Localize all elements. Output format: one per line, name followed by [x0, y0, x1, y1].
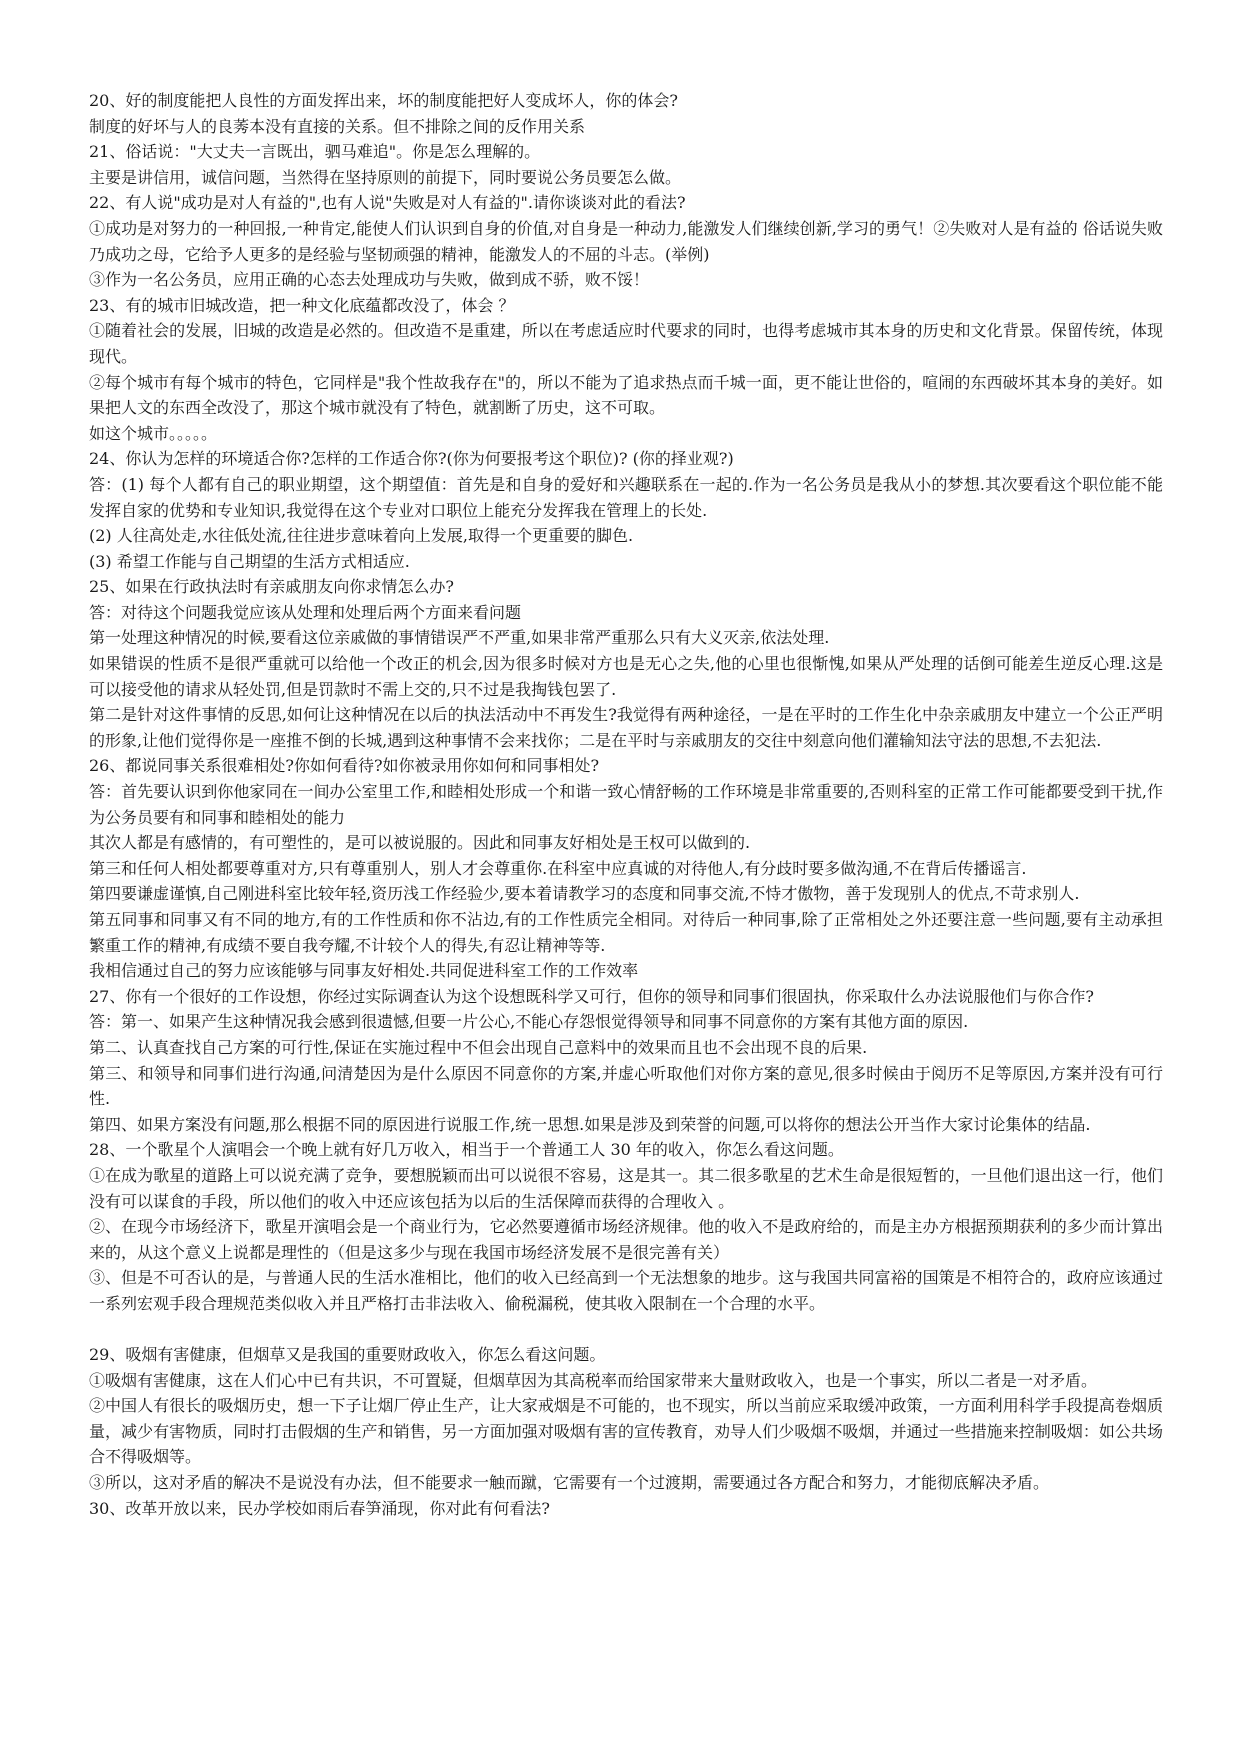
paragraph: 24、你认为怎样的环境适合你?怎样的工作适合你?(你为何要报考这个职位)? (你的择业观?) [89, 449, 734, 469]
paragraph: (2) 人往高处走,水往低处流,往往进步意味着向上发展,取得一个更重要的脚色. [89, 526, 634, 546]
paragraph: ②、在现今市场经济下，歌星开演唱会是一个商业行为，它必然要遵循市场经济规律。他的收入不是政府给的，而是主办方根据预期获利的多少而计算出来的，从这个意义上说都是理性的（但是这多少与现在我国市场经济发展不是很完善有关） [89, 1217, 1163, 1262]
paragraph: 26、都说同事关系很难相处?你如何看待?如你被录用你如何和同事相处? [89, 756, 600, 776]
paragraph: 答：对待这个问题我觉应该从处理和处理后两个方面来看问题 [89, 602, 522, 622]
paragraph: 如果错误的性质不是很严重就可以给他一个改正的机会,因为很多时候对方也是无心之失,他的心里也很惭愧,如果从严处理的话倒可能差生逆反心理.这是可以接受他的请求从轻处罚,但是罚款时不需上交的,只不过是我掏钱包罢了. [89, 654, 1163, 699]
paragraph: 主要是讲信用，诚信问题，当然得在坚持原则的前提下，同时要说公务员要怎么做。 [89, 167, 682, 187]
paragraph: (3) 希望工作能与自己期望的生活方式相适应. [89, 551, 410, 571]
paragraph: 如这个城市。。。。。 [89, 423, 218, 443]
paragraph: 第三、和领导和同事们进行沟通,问清楚因为是什么原因不同意你的方案,并虚心听取他们对你方案的意见,很多时候由于阅历不足等原因,方案并没有可行性. [89, 1063, 1163, 1109]
paragraph: 30、改革开放以来，民办学校如雨后春笋涌现，你对此有何看法? [89, 1498, 550, 1518]
paragraph [89, 1317, 1163, 1343]
paragraph: 答：第一、如果产生这种情况我会感到很遗憾,但要一片公心,不能心存怨恨觉得领导和同事不同意你的方案有其他方面的原因. [89, 1012, 969, 1032]
paragraph: 制度的好坏与人的良莠本没有直接的关系。但不排除之间的反作用关系 [89, 116, 586, 136]
paragraph: 第二是针对这件事情的反思,如何让这种情况在以后的执法活动中不再发生?我觉得有两种途径，一是在平时的工作生化中杂亲戚朋友中建立一个公正严明的形象,让他们觉得你是一座推不倒的长城,遇到这种事情不会来找你；二是在平时与亲戚朋友的交往中刻意向他们灌输知法守法的思想,不去犯法. [89, 705, 1163, 750]
paragraph: ①随着社会的发展，旧城的改造是必然的。但改造不是重建，所以在考虑适应时代要求的同时，也得考虑城市其本身的历史和文化背景。保留传统，体现现代。 [89, 321, 1163, 366]
paragraph: 第五同事和同事又有不同的地方,有的工作性质和你不沾边,有的工作性质完全相同。对待后一种同事,除了正常相处之外还要注意一些问题,要有主动承担繁重工作的精神,有成绩不要自我夸耀,不计较个人的得失,有忍让精神等等. [89, 910, 1163, 955]
paragraph: 第四、如果方案没有问题,那么根据不同的原因进行说服工作,统一思想.如果是涉及到荣誉的问题,可以将你的想法公开当作大家讨论集体的结晶. [89, 1114, 1091, 1134]
paragraph: ③、但是不可否认的是，与普通人民的生活水准相比，他们的收入已经高到一个无法想象的地步。这与我国共同富裕的国策是不相符合的，政府应该通过一系列宏观手段合理规范类似收入并且严格打击非法收入、偷税漏税，使其收入限制在一个合理的水平。 [89, 1268, 1163, 1313]
paragraph: ②中国人有很长的吸烟历史，想一下子让烟厂停止生产，让大家戒烟是不可能的，也不现实，所以当前应采取缓冲政策，一方面利用科学手段提高卷烟质量，减少有害物质，同时打击假烟的生产和销售，另一方面加强对吸烟有害的宣传教育，劝导人们少吸烟不吸烟，并通过一些措施来控制吸烟：如公共场合不得吸烟等。 [89, 1396, 1163, 1467]
paragraph: 28、一个歌星个人演唱会一个晚上就有好几万收入，相当于一个普通工人 30 年的收入，你怎么看这问题。 [89, 1140, 844, 1160]
paragraph: ①吸烟有害健康，这在人们心中已有共识，不可置疑，但烟草因为其高税率而给国家带来大量财政收入，也是一个事实，所以二者是一对矛盾。 [89, 1370, 1098, 1390]
paragraph: ①在成为歌星的道路上可以说充满了竞争，要想脱颖而出可以说很不容易，这是其一。其二很多歌星的艺术生命是很短暂的，一旦他们退出这一行，他们没有可以谋食的手段，所以他们的收入中还应该包括为以后的生活保障而获得的合理收入 。 [89, 1165, 1163, 1211]
paragraph: 答：(1) 每个人都有自己的职业期望，这个期望值：首先是和自身的爱好和兴趣联系在一起的.作为一名公务员是我从小的梦想.其次要看这个职位能不能发挥自家的优势和专业知识,我觉得在这个专业对口职位上能充分发挥我在管理上的长处. [89, 474, 1163, 520]
paragraph: 答：首先要认识到你他家同在一间办公室里工作,和睦相处形成一个和谐一致心情舒畅的工作环境是非常重要的,否则科室的正常工作可能都要受到干扰,作为公务员要有和同事和睦相处的能力 [89, 782, 1163, 827]
paragraph: 第二、认真查找自己方案的可行性,保证在实施过程中不但会出现自己意料中的效果而且也不会出现不良的后果. [89, 1037, 868, 1057]
paragraph: ③作为一名公务员，应用正确的心态去处理成功与失败，做到成不骄，败不馁！ [89, 270, 650, 290]
paragraph: 22、有人说"成功是对人有益的",也有人说"失败是对人有益的".请你谈谈对此的看法? [89, 193, 686, 213]
paragraph: 20、好的制度能把人良性的方面发挥出来，坏的制度能把好人变成坏人，你的体会? [89, 91, 678, 110]
paragraph: ①成功是对努力的一种回报,一种肯定,能使人们认识到自身的价值,对自身是一种动力,能激发人们继续创新,学习的勇气！②失败对人是有益的 俗话说失败乃成功之母，它给予人更多的是经验与坚韧顽强的精神，能激发人的不屈的斗志。(举例) [89, 218, 1163, 264]
paragraph: ③所以，这对矛盾的解决不是说没有办法，但不能要求一触而蹴，它需要有一个过渡期，需要通过各方配合和努力，才能彻底解决矛盾。 [89, 1473, 1050, 1493]
paragraph: 第一处理这种情况的时候,要看这位亲戚做的事情错误严不严重,如果非常严重那么只有大义灭亲,依法处理. [89, 628, 830, 648]
paragraph: 其次人都是有感情的，有可塑性的，是可以被说服的。因此和同事友好相处是王权可以做到的. [89, 833, 751, 853]
paragraph: 21、俗话说："大丈夫一言既出，驷马难追"。你是怎么理解的。 [89, 142, 541, 162]
paragraph: 25、如果在行政执法时有亲戚朋友向你求情怎么办? [89, 577, 454, 597]
paragraph: 27、你有一个很好的工作设想，你经过实际调查认为这个设想既科学又可行，但你的领导和同事们很固执，你采取什么办法说服他们与你合作? [89, 986, 1094, 1006]
paragraph: 23、有的城市旧城改造，把一种文化底蕴都改没了，体会 ？ [89, 295, 515, 315]
paragraph: 第四要谦虚谨慎,自己刚进科室比较年轻,资历浅工作经验少,要本着请教学习的态度和同事交流,不恃才傲物，善于发现别人的优点,不苛求别人. [89, 884, 1080, 904]
paragraph: ②每个城市有每个城市的特色，它同样是"我个性故我存在"的，所以不能为了追求热点而千城一面，更不能让世俗的，喧闹的东西破坏其本身的美好。如果把人文的东西全改没了，那这个城市就没有了特色，就割断了历史，这不可取。 [89, 372, 1163, 418]
paragraph: 第三和任何人相处都要尊重对方,只有尊重别人，别人才会尊重你.在科室中应真诚的对待他人,有分歧时要多做沟通,不在背后传播谣言. [89, 858, 1027, 878]
paragraph: 我相信通过自己的努力应该能够与同事友好相处.共同促进科室工作的工作效率 [89, 961, 639, 981]
paragraph: 29、吸烟有害健康，但烟草又是我国的重要财政收入，你怎么看这问题。 [89, 1345, 606, 1365]
